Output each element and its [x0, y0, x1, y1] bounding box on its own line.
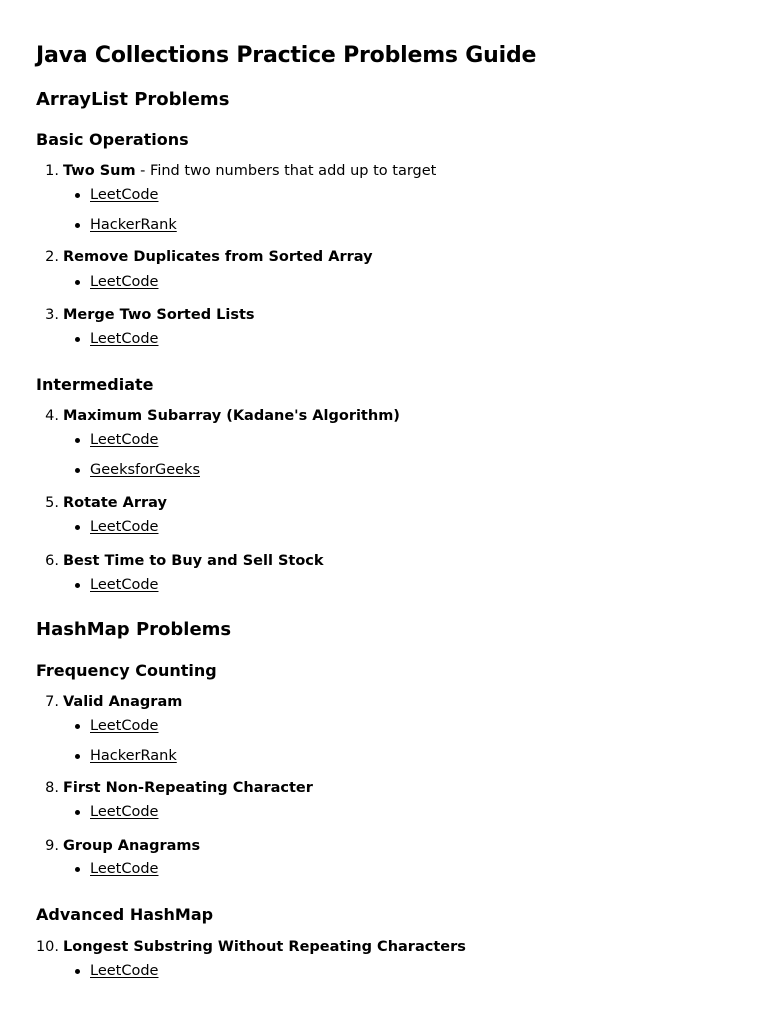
item-description: - Find two numbers that add up to target	[135, 163, 437, 179]
leetcode-link[interactable]: LeetCode	[90, 861, 159, 877]
item-number: 8.	[45, 780, 59, 796]
section-heading-hashmap: HashMap Problems	[36, 619, 232, 640]
bullet-icon	[75, 969, 80, 974]
leetcode-link[interactable]: LeetCode	[90, 577, 159, 593]
link-list-item	[90, 330, 158, 348]
subsection-heading-frequency-counting: Frequency Counting	[36, 661, 217, 680]
link-list-item	[90, 518, 158, 536]
bullet-icon	[75, 810, 80, 815]
item-title: Best Time to Buy and Sell Stock	[63, 553, 324, 569]
list-item-rotate-array	[45, 494, 167, 512]
bullet-icon	[75, 754, 80, 759]
item-number: 4.	[45, 408, 59, 424]
item-title: First Non-Repeating Character	[63, 780, 313, 796]
item-number: 6.	[45, 553, 59, 569]
item-title: Rotate Array	[63, 495, 167, 511]
item-number: 5.	[45, 495, 59, 511]
item-number: 1.	[45, 163, 59, 179]
subsection-heading-advanced-hashmap: Advanced HashMap	[36, 905, 214, 924]
link-list-item	[90, 860, 158, 878]
list-item-group-anagrams	[45, 837, 201, 855]
bullet-icon	[75, 438, 80, 443]
leetcode-link[interactable]: LeetCode	[90, 804, 159, 820]
page-title: Java Collections Practice Problems Guide	[36, 43, 537, 68]
subsection-heading-intermediate: Intermediate	[36, 375, 154, 394]
leetcode-link[interactable]: LeetCode	[90, 963, 159, 979]
bullet-icon	[75, 193, 80, 198]
item-title: Valid Anagram	[63, 694, 183, 710]
section-heading-arraylist: ArrayList Problems	[36, 89, 230, 110]
list-item-first-non-repeating-character	[45, 779, 313, 797]
item-title: Maximum Subarray (Kadane's Algorithm)	[63, 408, 400, 424]
link-list-item	[90, 431, 158, 449]
link-list-item	[90, 717, 158, 735]
list-item-best-time-to-buy-and-sell-stock	[45, 552, 324, 570]
list-item-two-sum	[45, 162, 437, 180]
list-item-merge-two-sorted-lists	[45, 306, 255, 324]
bullet-icon	[75, 724, 80, 729]
leetcode-link[interactable]: LeetCode	[90, 519, 159, 535]
bullet-icon	[75, 280, 80, 285]
item-number: 3.	[45, 307, 59, 323]
item-number: 10.	[35, 939, 59, 955]
item-title: Remove Duplicates from Sorted Array	[63, 249, 373, 265]
bullet-icon	[75, 867, 80, 872]
hackerrank-link[interactable]: HackerRank	[90, 748, 177, 764]
bullet-icon	[75, 468, 80, 473]
leetcode-link[interactable]: LeetCode	[90, 718, 159, 734]
bullet-icon	[75, 223, 80, 228]
item-number: 7.	[45, 694, 59, 710]
item-number: 9.	[45, 838, 59, 854]
item-title: Longest Substring Without Repeating Characters	[63, 939, 466, 955]
link-list-item	[90, 461, 200, 479]
bullet-icon	[75, 337, 80, 342]
leetcode-link[interactable]: LeetCode	[90, 331, 159, 347]
hackerrank-link[interactable]: HackerRank	[90, 217, 177, 233]
list-item-remove-duplicates	[45, 248, 373, 266]
list-item-valid-anagram	[45, 693, 183, 711]
link-list-item	[90, 962, 158, 980]
list-item-maximum-subarray	[45, 407, 400, 425]
link-list-item	[90, 216, 177, 234]
item-number: 2.	[45, 249, 59, 265]
link-list-item	[90, 803, 158, 821]
bullet-icon	[75, 525, 80, 530]
link-list-item	[90, 747, 177, 765]
link-list-item	[90, 576, 158, 594]
item-title: Merge Two Sorted Lists	[63, 307, 255, 323]
leetcode-link[interactable]: LeetCode	[90, 432, 159, 448]
bullet-icon	[75, 583, 80, 588]
item-title: Group Anagrams	[63, 838, 201, 854]
geeksforgeeks-link[interactable]: GeeksforGeeks	[90, 462, 200, 478]
list-item-longest-substring	[35, 938, 466, 956]
link-list-item	[90, 273, 158, 291]
leetcode-link[interactable]: LeetCode	[90, 187, 159, 203]
leetcode-link[interactable]: LeetCode	[90, 274, 159, 290]
item-title: Two Sum	[63, 163, 136, 179]
link-list-item	[90, 186, 158, 204]
subsection-heading-basic-operations: Basic Operations	[36, 130, 189, 149]
